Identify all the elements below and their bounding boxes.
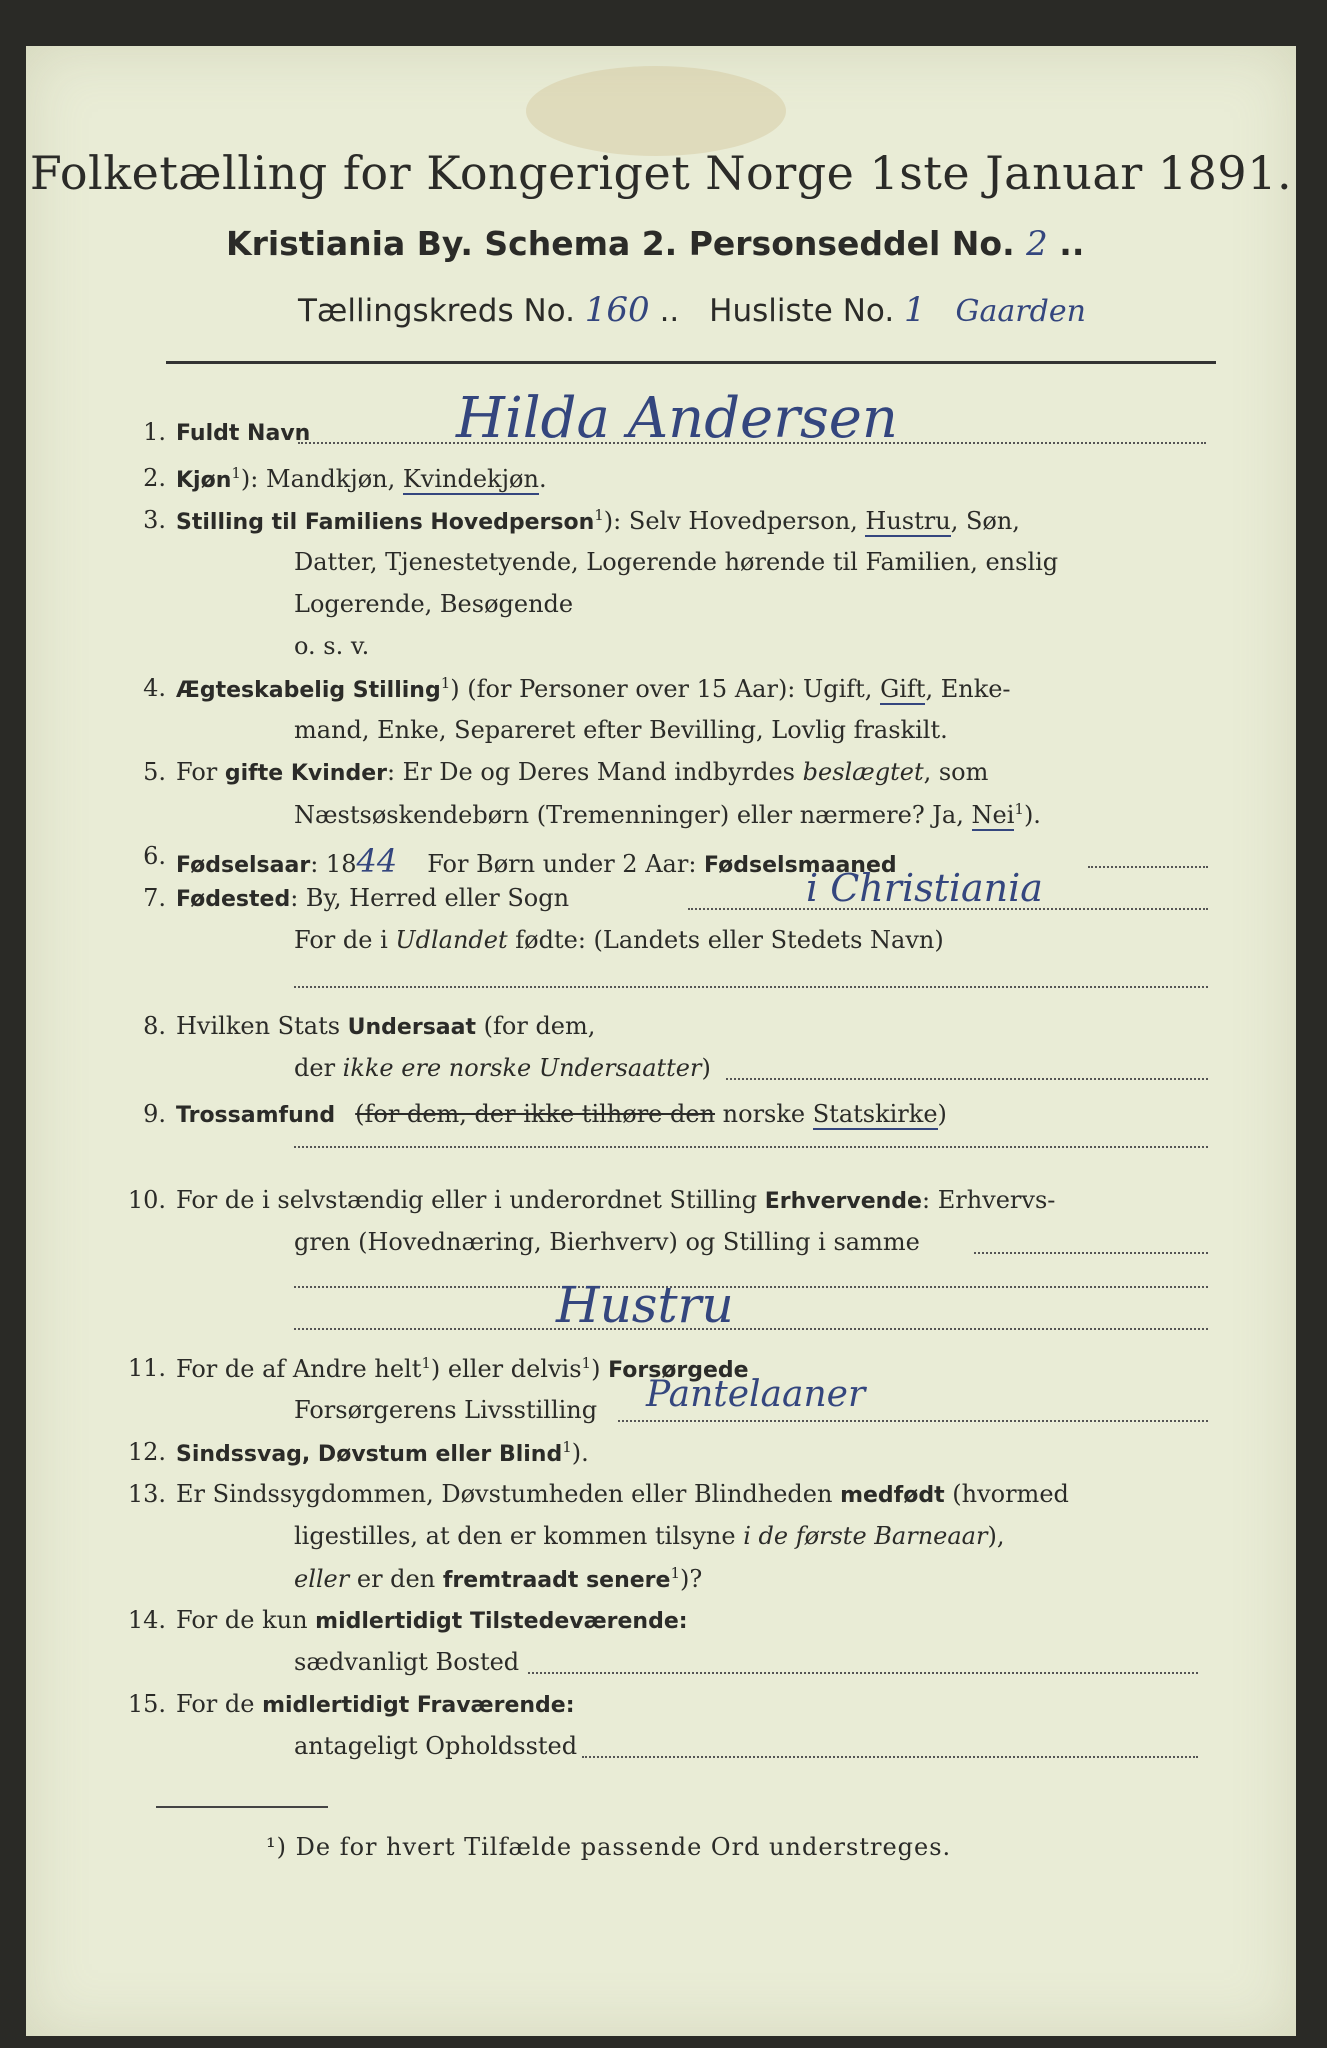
item-5-line2: Næstsøskendebørn (Tremenninger) eller nærmere? Ja, Nei$^1$). <box>294 800 1041 829</box>
item-3-number: 3. <box>143 506 166 534</box>
item-1-number: 1. <box>143 418 166 446</box>
item-12-number: 12. <box>127 1438 166 1466</box>
item-9-text: Trossamfund (for dem, der ikke tilhøre den norske Statskirke) <box>176 1100 947 1128</box>
item-13-number: 13. <box>127 1480 166 1508</box>
item-15-text: For de midlertidigt Fraværende: <box>176 1690 575 1718</box>
footnote: ¹) De for hvert Tilfælde passende Ord understreges. <box>266 1833 952 1861</box>
kreds-number: 160 <box>584 290 650 330</box>
item-6-text: Fødselsaar: 1844 For Børn under 2 Aar: Fødselsmaaned <box>176 842 897 880</box>
item-9-dots <box>294 1146 1208 1148</box>
item-4-number: 4. <box>143 674 166 702</box>
item-6-dots <box>1088 866 1208 868</box>
provider-occupation: Pantelaaner <box>646 1374 866 1415</box>
form-subtitle: Kristiania By. Schema 2. Personseddel No. 2 .. <box>226 224 1085 264</box>
item-11-dots <box>618 1420 1208 1422</box>
item-7-line2: For de i Udlandet fødte: (Landets eller Stedets Navn) <box>294 926 944 954</box>
item-2-number: 2. <box>143 464 166 492</box>
item-10-text: For de i selvstændig eller i underordnet Stilling Erhvervende: Erhvervs- <box>176 1186 1056 1214</box>
husliste-number: 1 <box>904 290 926 330</box>
item-5-number: 5. <box>143 758 166 786</box>
item-9-number: 9. <box>143 1100 166 1128</box>
item-10-number: 10. <box>127 1186 166 1214</box>
item-5-text: For gifte Kvinder: Er De og Deres Mand indbyrdes beslægtet, som <box>176 758 989 786</box>
footnote-divider <box>156 1806 328 1808</box>
item-3-line4: o. s. v. <box>294 632 370 660</box>
occupation: Hustru <box>556 1276 734 1334</box>
kreds-line: Tællingskreds No. 160 .. Husliste No. 1 Gaarden <box>298 290 1086 330</box>
header-divider <box>166 361 1216 364</box>
item-4-line2: mand, Enke, Separeret efter Bevilling, Lovlig fraskilt. <box>294 716 948 744</box>
paper-stain <box>526 66 786 156</box>
item-15-number: 15. <box>127 1690 166 1718</box>
item-6-number: 6. <box>143 842 166 870</box>
item-12-text: Sindssvag, Døvstum eller Blind$^1$). <box>176 1438 589 1467</box>
item-11-number: 11. <box>127 1354 166 1382</box>
item-1-label: Fuldt Navn <box>176 421 311 446</box>
item-10-line2: gren (Hovednæring, Bierhverv) og Stilling i samme <box>294 1228 920 1256</box>
item-13-line3: eller er den fremtraadt senere$^1$)? <box>294 1564 703 1593</box>
item-3-line3: Logerende, Besøgende <box>294 590 574 618</box>
item-14-text: For de kun midlertidigt Tilstedeværende: <box>176 1606 688 1634</box>
item-10-dots <box>974 1252 1208 1254</box>
item-14-number: 14. <box>127 1606 166 1634</box>
item-3-line2: Datter, Tjenestetyende, Logerende hørende til Familien, enslig <box>294 548 1059 576</box>
item-8-number: 8. <box>143 1012 166 1040</box>
item-11-text: For de af Andre helt$^1$) eller delvis$^1$) Forsørgede <box>176 1354 749 1383</box>
item-8-dots <box>726 1078 1208 1080</box>
item-10-dots3 <box>294 1328 1208 1330</box>
item-4-text: Ægteskabelig Stilling$^1$) (for Personer over 15 Aar): Ugift, Gift, Enke- <box>176 674 1011 703</box>
census-form <box>26 46 1296 2036</box>
form-title: Folketælling for Kongeriget Norge 1ste Januar 1891. <box>29 146 1293 200</box>
item-7-dots2 <box>294 986 1208 988</box>
birthplace: i Christiania <box>806 866 1043 910</box>
item-2-text: Kjøn$^1$): Mandkjøn, Kvindekjøn. <box>176 464 547 493</box>
personseddel-number: 2 <box>1026 224 1048 264</box>
item-8-line2: der ikke ere norske Undersaatter) <box>294 1054 711 1082</box>
item-7-number: 7. <box>143 884 166 912</box>
item-13-text: Er Sindssygdommen, Døvstumheden eller Blindheden medfødt (hvormed <box>176 1480 1069 1508</box>
birth-year: 44 <box>356 842 398 880</box>
item-8-text: Hvilken Stats Undersaat (for dem, <box>176 1012 596 1040</box>
item-7-text: Fødested: By, Herred eller Sogn <box>176 884 570 912</box>
item-11-line2: Forsørgerens Livsstilling <box>294 1396 598 1424</box>
item-13-line2: ligestilles, at den er kommen tilsyne i de første Barneaar), <box>294 1522 1005 1550</box>
item-3-text: Stilling til Familiens Hovedperson$^1$): Selv Hovedperson, Hustru, Søn, <box>176 506 1020 535</box>
item-15-dots <box>582 1756 1198 1758</box>
item-15-line2: antageligt Opholdssted <box>294 1732 578 1760</box>
item-14-line2: sædvanligt Bosted <box>294 1648 520 1676</box>
item-14-dots <box>528 1672 1198 1674</box>
item-10-dots2 <box>294 1286 1208 1288</box>
husliste-note: Gaarden <box>955 294 1086 329</box>
full-name: Hilda Andersen <box>456 386 898 451</box>
